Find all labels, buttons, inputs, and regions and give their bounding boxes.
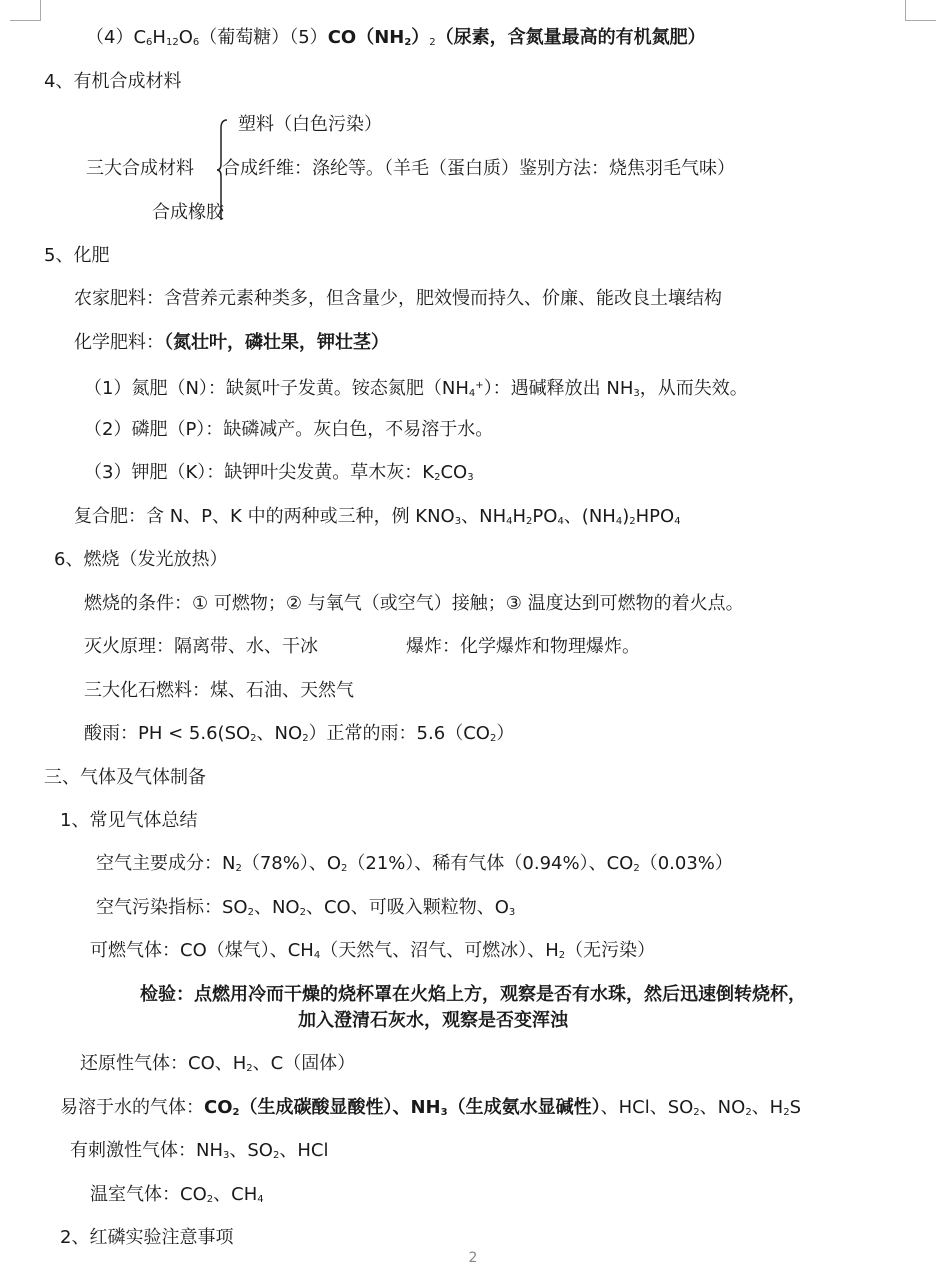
heading-organic-materials: 4、有机合成材料 [44,71,182,92]
text-greenhouse-gases: 温室气体：$CO_2$、$CH_4$ [90,1184,264,1205]
heading-combustion: 6、燃烧（发光放热） [54,549,228,570]
heading-fertilizer: 5、化肥 [44,245,110,266]
heading-common-gases: 1、常见气体总结 [60,810,198,831]
text-phosphorus-fertilizer: （2）磷肥（P）：缺磷减产。灰白色，不易溶于水。 [84,419,494,440]
text-air-pollution: 空气污染指标：$SO_2$、$NO_2$、CO、可吸入颗粒物、$O_3$ [96,897,516,918]
page-number: 2 [468,1250,478,1266]
text-chemical-fertilizer: 化学肥料：（氮壮叶，磷壮果，钾壮茎） [74,332,389,353]
text-compound-fertilizer: 复合肥：含 N、P、K 中的两种或三种，例 $KNO_3$、$NH_4H_2PO_4$、$(NH_4)_2HPO_4$ [74,506,681,527]
text-farm-fertilizer: 农家肥料：含营养元素种类多，但含量少，肥效慢而持久、价廉、能改良土壤结构 [74,288,722,309]
text-irritating-gases: 有刺激性气体：$NH_3$、$SO_2$、HCl [70,1140,329,1161]
text-line-glucose-urea: $(4)C_6H_{12}O_6$（葡萄糖）$(5)CO(NH_2)_2$（尿素，含氮量最高的有机氮肥） [86,27,706,48]
text-test-line-2: 加入澄清石灰水，观察是否变浑浊 [298,1010,568,1031]
text-test-line-1: 检验：点燃用冷而干燥的烧杯罩在火焰上方，观察是否有水珠，然后迅速倒转烧杯， [140,984,806,1005]
text-acid-rain: 酸雨：PH < $5.6(SO_2$、$NO_2$）正常的雨：$5.6(CO_2)$ [84,723,515,744]
text-soluble-gases: 易溶于水的气体：$CO_2$（生成碳酸显酸性）、$NH_3$（生成氨水显碱性）、HCl、$SO_2$、$NO_2$、$H_2S$ [60,1097,802,1118]
text-extinguish-principle: 灭火原理：隔离带、水、干冰 [84,636,318,657]
text-explosion: 爆炸：化学爆炸和物理爆炸。 [406,636,640,657]
text-plastic: 塑料（白色污染） [238,114,382,135]
text-synthetic-fiber: 合成纤维：涤纶等。（羊毛（蛋白质）鉴别方法：烧焦羽毛气味） [222,158,735,179]
text-reducing-gases: 还原性气体：CO、$H_2$、C（固体） [80,1053,356,1074]
heading-gases: 三、气体及气体制备 [44,767,206,788]
page-corner-mark-right [905,0,936,21]
heading-red-phosphorus: 2、红磷实验注意事项 [60,1227,234,1248]
text-rubber: 合成橡胶 [152,202,224,223]
text-nitrogen-fertilizer: （1）氮肥（N）：缺氮叶子发黄。铵态氮肥$(NH_4^+)$：遇碱释放出 $NH_3$，从而失效。 [84,378,748,399]
page-corner-mark-left [10,0,41,21]
text-air-composition: 空气主要成分：$N_2(78\%)$、$O_2(21\%)$、稀有气体（0.94%）、$CO_2(0.03\%)$ [96,853,733,874]
text-three-materials: 三大合成材料 [86,158,194,179]
text-combustion-conditions: 燃烧的条件：① 可燃物；② 与氧气（或空气）接触；③ 温度达到可燃物的着火点。 [84,593,744,614]
text-fossil-fuels: 三大化石燃料：煤、石油、天然气 [84,680,354,701]
text-combustible-gases: 可燃气体：CO（煤气）、$CH_4$（天然气、沼气、可燃冰）、$H_2$（无污染） [90,940,656,961]
text-potassium-fertilizer: （3）钾肥（K）：缺钾叶尖发黄。草木灰：$K_2CO_3$ [84,462,474,483]
